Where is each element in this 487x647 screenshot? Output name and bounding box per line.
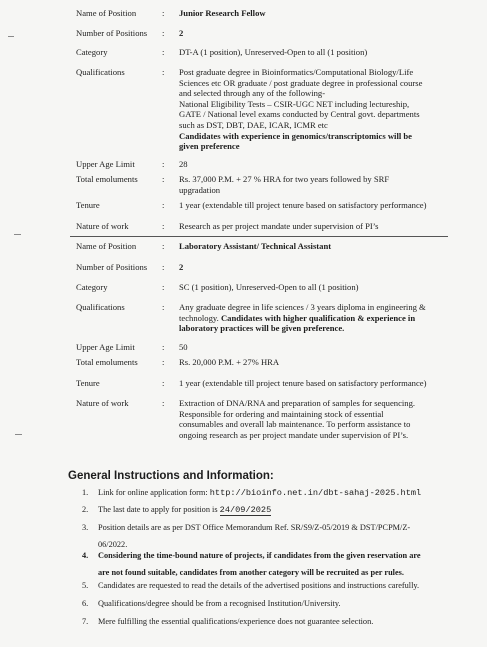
item-text: Qualifications/degree should be from a recognised Institution/University. [98,599,341,608]
qual-preference-line: given preference [179,141,240,152]
qual-line: such as DST, DBT, DAE, ICAR, ICMR etc [179,119,328,130]
colon: : [162,8,165,18]
scan-speck [8,36,14,37]
item-number: 3. [82,523,89,532]
value [179,174,441,195]
item-text [98,505,448,516]
value: SC (1 position), Unreserved-Open to all (1 position) [179,282,359,292]
position-title: Laboratory Assistant/ Technical Assistant [179,241,332,251]
qual-preference-line: laboratory practices will be given preference. [179,323,345,334]
label: Qualifications [76,67,125,77]
qualifications-text [179,67,441,152]
qual-line: National Eligibility Tests – CSIR-UGC NET including lectureship, [179,98,410,109]
label: Nature of work [76,398,129,408]
value: 1 year (extendable till project tenure based on satisfactory performance) [179,200,427,210]
section-divider [70,236,448,237]
item-number: 7. [82,617,89,626]
emol-line: upgradation [179,184,221,195]
item-text: Mere fulfilling the essential qualifications/experience does not guarantee selection. [98,617,374,626]
colon: : [162,302,165,312]
value: Research as per project mandate under supervision of PI’s [179,221,379,231]
item-line: Considering the time-bound nature of projects, if candidates from the given reservation are [98,551,421,560]
item-number: 6. [82,599,89,608]
label: Name of Position [76,8,137,18]
label: Qualifications [76,302,125,312]
qual-line: and selected through any of the following- [179,88,326,99]
colon: : [162,174,165,184]
label: Number of Positions [76,262,148,272]
qual-line: GATE / National level exams conducted by Central govt. departments [179,109,420,120]
colon: : [162,159,165,169]
work-line: Responsible for ordering and maintaining stock of essential [179,408,384,419]
qual-line: Any graduate degree in life sciences / 3 years diploma in engineering & [179,302,426,312]
label: Upper Age Limit [76,159,135,169]
value: 1 year (extendable till project tenure based on satisfactory performance) [179,378,427,388]
value: 50 [179,342,188,352]
value: 2 [179,262,184,272]
emol-line: Rs. 37,000 P.M. + 27 % HRA for two years followed by SRF [179,174,390,184]
item-line: 06/2022. [98,539,128,549]
value [179,357,441,368]
qual-line-mixed [179,313,441,324]
item-number: 4. [82,551,89,560]
value: 2 [179,28,184,38]
value [179,398,441,440]
item-number: 1. [82,488,89,497]
colon: : [162,67,165,77]
item-text [98,551,448,578]
work-line: consumables and overall lab maintenance. To perform assistance to [179,419,411,430]
qualifications-text [179,302,441,334]
colon: : [162,47,165,57]
label: Category [76,282,108,292]
item-number: 5. [82,581,89,590]
label: Tenure [76,200,100,210]
colon: : [162,357,165,367]
deadline-date: 24/09/2025 [219,505,272,515]
emol-line: Rs. 20,000 P.M. + 27% HRA [179,357,280,367]
colon: : [162,262,165,272]
label: Upper Age Limit [76,342,135,352]
item-number: 2. [82,505,89,514]
label: Nature of work [76,221,129,231]
work-line: Extraction of DNA/RNA and preparation of samples for sequencing. [179,398,416,408]
qual-line: Sciences etc OR graduate / post graduate degree in professional course [179,77,423,88]
qual-line: Post graduate degree in Bioinformatics/Computational Biology/Life [179,67,414,77]
scan-speck [15,434,22,435]
label: Category [76,47,108,57]
label: Tenure [76,378,100,388]
general-instructions-heading: General Instructions and Information: [68,470,274,482]
item-line: are not found suitable, candidates from another category will be recruited as per rules. [98,567,404,577]
work-line: ongoing research as per project mandate under supervision of PI’s. [179,429,409,440]
item-line: Position details are as per DST Office Memorandum Ref. SR/S9/Z-05/2019 & DST/PCPM/Z- [98,523,411,532]
link-label: Link for online application form: [98,488,210,497]
label: Total emoluments [76,174,138,184]
deadline-label: The last date to apply for position is [98,505,220,514]
item-text [98,488,448,499]
item-text: Candidates are requested to read the details of the advertised positions and instructions carefully. [98,581,420,590]
scan-speck [14,234,21,235]
colon: : [162,398,165,408]
colon: : [162,28,165,38]
item-text [98,523,448,550]
position-title: Junior Research Fellow [179,8,266,18]
qual-preference-line: Candidates with experience in genomics/transcriptomics will be [179,130,412,141]
label: Name of Position [76,241,137,251]
label: Total emoluments [76,357,138,367]
qual-preference-inline: Candidates with higher qualification & experience in [220,312,416,323]
value: DT-A (1 position), Unreserved-Open to all (1 position) [179,47,368,57]
qual-text: technology. [179,312,219,323]
colon: : [162,378,165,388]
application-link[interactable]: http://bioinfo.net.in/dbt-sahaj-2025.html [209,488,422,498]
value: 28 [179,159,188,169]
colon: : [162,200,165,210]
colon: : [162,282,165,292]
colon: : [162,221,165,231]
colon: : [162,342,165,352]
label: Number of Positions [76,28,148,38]
colon: : [162,241,165,251]
